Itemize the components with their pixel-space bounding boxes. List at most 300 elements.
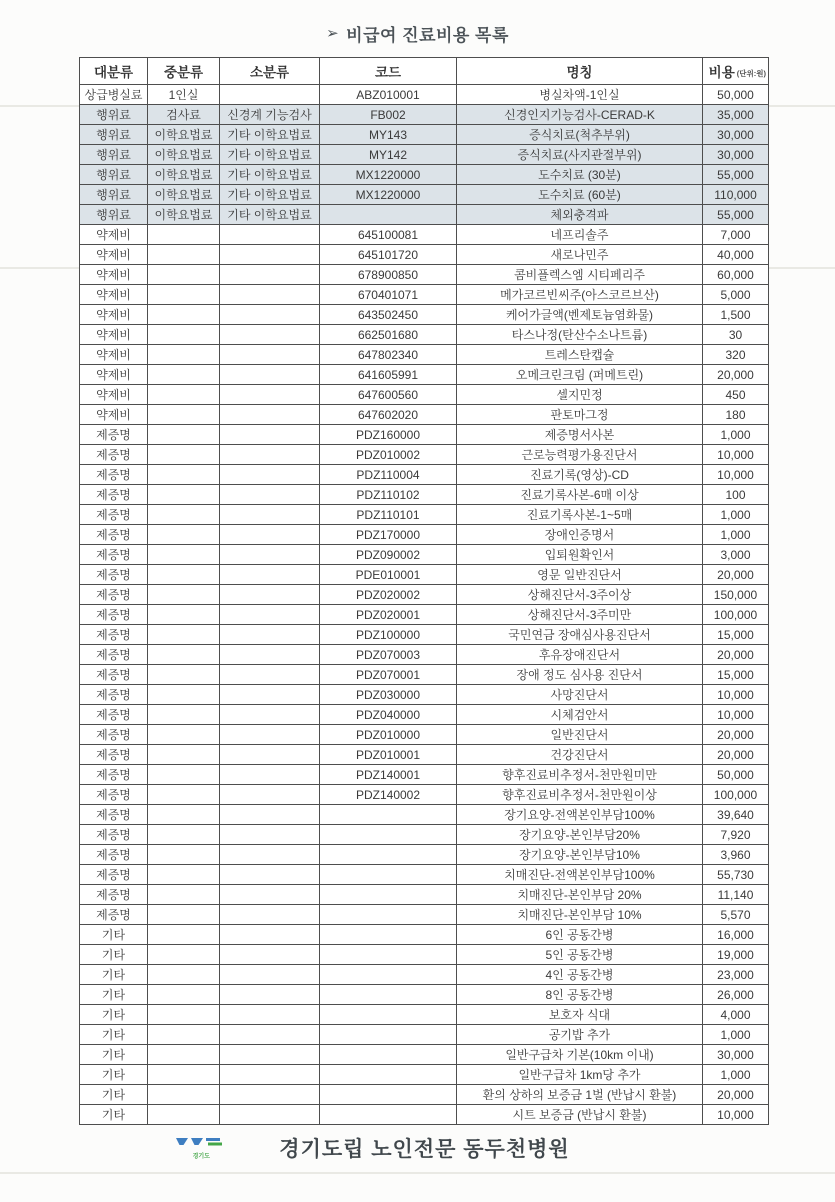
cell-subcategory (148, 885, 220, 905)
cell-cost: 100 (703, 485, 769, 505)
cell-name: 향후진료비추정서-천만원미만 (457, 765, 703, 785)
cell-category: 제증명 (80, 845, 148, 865)
cell-category: 기타 (80, 1005, 148, 1025)
cell-category: 제증명 (80, 885, 148, 905)
cell-detail (220, 725, 320, 745)
cell-code: 670401071 (320, 285, 457, 305)
cell-cost: 20,000 (703, 645, 769, 665)
cell-subcategory: 검사료 (148, 105, 220, 125)
col-header-name: 명칭 (457, 58, 703, 85)
cell-code (320, 905, 457, 925)
gyeonggi-logo-caption: 경기도 (192, 1153, 210, 1160)
table-row (80, 525, 769, 545)
cell-cost: 4,000 (703, 1005, 769, 1025)
cell-name: 상해진단서-3주미만 (457, 605, 703, 625)
cell-cost: 20,000 (703, 565, 769, 585)
cell-cost: 110,000 (703, 185, 769, 205)
cell-detail (220, 1025, 320, 1045)
cell-code: PDZ020001 (320, 605, 457, 625)
cell-cost: 1,000 (703, 525, 769, 545)
cell-category: 행위료 (80, 205, 148, 225)
table-row (80, 925, 769, 945)
cell-subcategory (148, 685, 220, 705)
cell-code (320, 985, 457, 1005)
table-header-row (80, 58, 769, 85)
cell-subcategory (148, 365, 220, 385)
cell-cost: 1,000 (703, 505, 769, 525)
cell-cost: 450 (703, 385, 769, 405)
cell-subcategory (148, 705, 220, 725)
cell-name: 일반진단서 (457, 725, 703, 745)
cell-detail (220, 1045, 320, 1065)
cell-category: 제증명 (80, 745, 148, 765)
table-row (80, 185, 769, 205)
cell-category: 상급병실료 (80, 85, 148, 105)
col-header-code: 코드 (320, 58, 457, 85)
cost-unit-note: (단위:원) (736, 68, 766, 78)
cell-code: 647802340 (320, 345, 457, 365)
cell-code: MY143 (320, 125, 457, 145)
cell-detail (220, 225, 320, 245)
cell-category: 제증명 (80, 625, 148, 645)
cell-code: MY142 (320, 145, 457, 165)
cell-subcategory (148, 925, 220, 945)
cell-name: 네프리솔주 (457, 225, 703, 245)
table-row (80, 205, 769, 225)
table-row (80, 105, 769, 125)
cell-subcategory (148, 425, 220, 445)
cell-name: 일반구급차 1km당 추가 (457, 1065, 703, 1085)
table-row (80, 685, 769, 705)
cell-name: 영문 일반진단서 (457, 565, 703, 585)
cell-code: 678900850 (320, 265, 457, 285)
cell-detail (220, 425, 320, 445)
cell-subcategory: 이학요법료 (148, 185, 220, 205)
cell-code: PDZ010002 (320, 445, 457, 465)
cell-name: 장기요양-전액본인부담100% (457, 805, 703, 825)
cell-category: 제증명 (80, 905, 148, 925)
cell-category: 제증명 (80, 865, 148, 885)
cell-subcategory (148, 405, 220, 425)
table-row (80, 865, 769, 885)
cell-category: 제증명 (80, 545, 148, 565)
cell-name: 치매진단-전액본인부담100% (457, 865, 703, 885)
cell-name: 진료기록사본-1~5매 (457, 505, 703, 525)
cell-code: PDZ170000 (320, 525, 457, 545)
table-row (80, 165, 769, 185)
cell-detail (220, 845, 320, 865)
cell-name: 6인 공동간병 (457, 925, 703, 945)
table-row (80, 845, 769, 865)
col-header-cost (703, 58, 769, 85)
cell-category: 기타 (80, 1025, 148, 1045)
cell-cost: 10,000 (703, 465, 769, 485)
cell-code: PDZ040000 (320, 705, 457, 725)
cell-detail: 기타 이학요법료 (220, 165, 320, 185)
cell-detail (220, 945, 320, 965)
table-row (80, 1085, 769, 1105)
table-row (80, 545, 769, 565)
cell-category: 제증명 (80, 605, 148, 625)
cell-name: 입퇴원확인서 (457, 545, 703, 565)
cell-detail (220, 445, 320, 465)
table-row (80, 705, 769, 725)
cell-subcategory (148, 765, 220, 785)
cell-category: 제증명 (80, 505, 148, 525)
cell-detail (220, 785, 320, 805)
cell-code: PDZ110102 (320, 485, 457, 505)
table-row (80, 665, 769, 685)
cell-code: PDZ140001 (320, 765, 457, 785)
cell-category: 행위료 (80, 165, 148, 185)
cell-code (320, 885, 457, 905)
cell-cost: 10,000 (703, 685, 769, 705)
cell-category: 기타 (80, 945, 148, 965)
cell-name: 보호자 식대 (457, 1005, 703, 1025)
cell-cost: 7,000 (703, 225, 769, 245)
cell-detail (220, 265, 320, 285)
cell-cost: 180 (703, 405, 769, 425)
page-title-text: 비급여 진료비용 목록 (346, 26, 509, 45)
cell-cost: 30,000 (703, 1045, 769, 1065)
cell-name: 증식치료(척추부위) (457, 125, 703, 145)
cell-code (320, 1065, 457, 1085)
table-row (80, 425, 769, 445)
cell-category: 기타 (80, 985, 148, 1005)
gyeonggi-logo (175, 1137, 227, 1160)
cell-subcategory (148, 1045, 220, 1065)
cell-detail (220, 365, 320, 385)
cell-cost: 15,000 (703, 625, 769, 645)
cell-name: 시트 보증금 (반납시 환불) (457, 1105, 703, 1125)
cell-code: PDZ090002 (320, 545, 457, 565)
cell-subcategory (148, 1105, 220, 1125)
cell-name: 치매진단-본인부담 20% (457, 885, 703, 905)
cell-code: 647602020 (320, 405, 457, 425)
cell-name: 오메크린크림 (퍼메트린) (457, 365, 703, 385)
cell-cost: 3,960 (703, 845, 769, 865)
cell-detail (220, 385, 320, 405)
cell-detail (220, 1005, 320, 1025)
cell-detail (220, 585, 320, 605)
table-row (80, 645, 769, 665)
cell-code: PDZ160000 (320, 425, 457, 445)
cell-code: PDZ030000 (320, 685, 457, 705)
table-row (80, 405, 769, 425)
cell-code: 645101720 (320, 245, 457, 265)
cell-code: MX1220000 (320, 185, 457, 205)
cell-subcategory (148, 585, 220, 605)
cell-cost: 35,000 (703, 105, 769, 125)
cell-subcategory (148, 865, 220, 885)
cell-subcategory (148, 1085, 220, 1105)
cell-code: PDZ020002 (320, 585, 457, 605)
cell-name: 셀지민정 (457, 385, 703, 405)
cell-category: 제증명 (80, 445, 148, 465)
cell-cost: 55,730 (703, 865, 769, 885)
cell-category: 기타 (80, 965, 148, 985)
cell-detail (220, 805, 320, 825)
cell-detail (220, 1105, 320, 1125)
cost-header-label: 비용 (708, 65, 735, 80)
cell-category: 제증명 (80, 525, 148, 545)
cell-cost: 5,000 (703, 285, 769, 305)
cell-category: 약제비 (80, 305, 148, 325)
cell-subcategory (148, 1065, 220, 1085)
cell-code (320, 805, 457, 825)
cell-name: 건강진단서 (457, 745, 703, 765)
table-row (80, 385, 769, 405)
cell-subcategory (148, 665, 220, 685)
cell-cost: 30 (703, 325, 769, 345)
cell-name: 타스나정(탄산수소나트륨) (457, 325, 703, 345)
cell-subcategory (148, 785, 220, 805)
cell-category: 제증명 (80, 705, 148, 725)
cell-detail: 기타 이학요법료 (220, 205, 320, 225)
cell-cost: 10,000 (703, 705, 769, 725)
cell-subcategory (148, 965, 220, 985)
cell-cost: 16,000 (703, 925, 769, 945)
table-row (80, 485, 769, 505)
cell-detail (220, 485, 320, 505)
cell-category: 제증명 (80, 725, 148, 745)
cell-code: PDZ110101 (320, 505, 457, 525)
cell-subcategory (148, 225, 220, 245)
arrowhead-icon: ➢ (326, 24, 340, 42)
cell-subcategory (148, 325, 220, 345)
cell-name: 4인 공동간병 (457, 965, 703, 985)
cell-category: 제증명 (80, 485, 148, 505)
cell-subcategory (148, 845, 220, 865)
cell-category: 행위료 (80, 145, 148, 165)
cell-category: 약제비 (80, 325, 148, 345)
cell-name: 치매진단-본인부담 10% (457, 905, 703, 925)
table-row (80, 245, 769, 265)
cell-cost: 55,000 (703, 205, 769, 225)
table-row (80, 565, 769, 585)
fee-table (79, 57, 769, 1125)
cell-code (320, 965, 457, 985)
cell-code: PDZ010001 (320, 745, 457, 765)
cell-detail (220, 465, 320, 485)
cell-code (320, 865, 457, 885)
cell-code: MX1220000 (320, 165, 457, 185)
cell-cost: 39,640 (703, 805, 769, 825)
cell-code (320, 1085, 457, 1105)
col-header-subcategory: 중분류 (148, 58, 220, 85)
cell-detail (220, 685, 320, 705)
table-body (80, 85, 769, 1125)
cell-cost: 11,140 (703, 885, 769, 905)
cell-category: 제증명 (80, 465, 148, 485)
cell-detail (220, 625, 320, 645)
cell-category: 약제비 (80, 365, 148, 385)
table-row (80, 125, 769, 145)
cell-cost: 19,000 (703, 945, 769, 965)
table-row (80, 965, 769, 985)
cell-cost: 60,000 (703, 265, 769, 285)
cell-category: 기타 (80, 1045, 148, 1065)
cell-code: 641605991 (320, 365, 457, 385)
cell-cost: 20,000 (703, 1085, 769, 1105)
cell-cost: 1,500 (703, 305, 769, 325)
table-row (80, 585, 769, 605)
cell-subcategory (148, 905, 220, 925)
cell-code: 647600560 (320, 385, 457, 405)
cell-detail (220, 645, 320, 665)
cell-detail (220, 865, 320, 885)
table-row (80, 725, 769, 745)
cell-cost: 1,000 (703, 425, 769, 445)
cell-detail (220, 705, 320, 725)
cell-category: 행위료 (80, 125, 148, 145)
gyeonggi-logo-icon (175, 1137, 227, 1153)
cell-subcategory: 이학요법료 (148, 205, 220, 225)
cell-name: 장기요양-본인부담10% (457, 845, 703, 865)
cell-name: 환의 상하의 보증금 1벌 (반납시 환불) (457, 1085, 703, 1105)
cell-subcategory (148, 345, 220, 365)
cell-name: 공기밥 추가 (457, 1025, 703, 1045)
table-row (80, 1065, 769, 1085)
cell-detail (220, 285, 320, 305)
cell-detail (220, 885, 320, 905)
cell-code: PDZ110004 (320, 465, 457, 485)
cell-name: 후유장애진단서 (457, 645, 703, 665)
cell-subcategory (148, 1005, 220, 1025)
cell-category: 제증명 (80, 785, 148, 805)
cell-detail (220, 345, 320, 365)
cell-subcategory (148, 245, 220, 265)
table-row (80, 345, 769, 365)
cell-category: 제증명 (80, 665, 148, 685)
cell-category: 제증명 (80, 685, 148, 705)
cell-subcategory (148, 385, 220, 405)
cell-subcategory (148, 625, 220, 645)
table-row (80, 885, 769, 905)
cell-cost: 20,000 (703, 365, 769, 385)
scan-artifact-line (0, 1172, 835, 1174)
cell-code: PDZ070001 (320, 665, 457, 685)
cell-detail (220, 985, 320, 1005)
cell-subcategory (148, 645, 220, 665)
table-row (80, 985, 769, 1005)
cell-cost: 150,000 (703, 585, 769, 605)
cell-code (320, 825, 457, 845)
cell-subcategory (148, 745, 220, 765)
cell-name: 일반구급차 기본(10km 이내) (457, 1045, 703, 1065)
cell-name: 도수치료 (30분) (457, 165, 703, 185)
cell-subcategory (148, 525, 220, 545)
cell-detail: 신경계 기능검사 (220, 105, 320, 125)
table-row (80, 1005, 769, 1025)
cell-cost: 1,000 (703, 1065, 769, 1085)
cell-code (320, 925, 457, 945)
table-row (80, 945, 769, 965)
cell-subcategory: 이학요법료 (148, 125, 220, 145)
cell-subcategory (148, 265, 220, 285)
cell-subcategory (148, 565, 220, 585)
cell-cost: 5,570 (703, 905, 769, 925)
table-row (80, 1045, 769, 1065)
cell-name: 향후진료비추정서-천만원이상 (457, 785, 703, 805)
table-row (80, 505, 769, 525)
cell-detail (220, 1085, 320, 1105)
table-row (80, 625, 769, 645)
page-title (0, 21, 835, 46)
cell-name: 제증명서사본 (457, 425, 703, 445)
cell-name: 트레스탄캡슐 (457, 345, 703, 365)
cell-name: 근로능력평가용진단서 (457, 445, 703, 465)
cell-category: 제증명 (80, 565, 148, 585)
cell-cost: 55,000 (703, 165, 769, 185)
cell-name: 진료기록(영상)-CD (457, 465, 703, 485)
cell-code: PDE010001 (320, 565, 457, 585)
cell-detail (220, 1065, 320, 1085)
cell-category: 약제비 (80, 225, 148, 245)
cell-code (320, 205, 457, 225)
cell-name: 진료기록사본-6매 이상 (457, 485, 703, 505)
cell-code: PDZ010000 (320, 725, 457, 745)
cell-code: 645100081 (320, 225, 457, 245)
hospital-name: 경기도립 노인전문 동두천병원 (279, 1138, 570, 1161)
cell-code: PDZ140002 (320, 785, 457, 805)
table-row (80, 465, 769, 485)
cell-subcategory (148, 505, 220, 525)
table-row (80, 265, 769, 285)
cell-cost: 15,000 (703, 665, 769, 685)
cell-detail (220, 825, 320, 845)
cell-code (320, 1025, 457, 1045)
cell-code: ABZ010001 (320, 85, 457, 105)
cell-detail (220, 545, 320, 565)
cell-subcategory (148, 305, 220, 325)
table-row (80, 745, 769, 765)
cell-category: 제증명 (80, 765, 148, 785)
cell-name: 국민연금 장애심사용진단서 (457, 625, 703, 645)
table-row (80, 805, 769, 825)
table-row (80, 285, 769, 305)
cell-cost: 10,000 (703, 445, 769, 465)
cell-cost: 320 (703, 345, 769, 365)
cell-name: 신경인지기능검사-CERAD-K (457, 105, 703, 125)
cell-code (320, 1045, 457, 1065)
cell-cost: 23,000 (703, 965, 769, 985)
cell-subcategory (148, 945, 220, 965)
cell-code: FB002 (320, 105, 457, 125)
cell-subcategory (148, 725, 220, 745)
cell-subcategory (148, 465, 220, 485)
cell-cost: 20,000 (703, 745, 769, 765)
cell-code: 643502450 (320, 305, 457, 325)
table-row (80, 305, 769, 325)
cell-code: 662501680 (320, 325, 457, 345)
table-row (80, 1105, 769, 1125)
cell-category: 제증명 (80, 585, 148, 605)
col-header-detail: 소분류 (220, 58, 320, 85)
cell-category: 제증명 (80, 805, 148, 825)
table-row (80, 445, 769, 465)
cell-name: 콤비플렉스엠 시티페리주 (457, 265, 703, 285)
cell-detail (220, 305, 320, 325)
cell-name: 병실차액-1인실 (457, 85, 703, 105)
cell-name: 판토마그정 (457, 405, 703, 425)
cell-code: PDZ070003 (320, 645, 457, 665)
cell-detail (220, 605, 320, 625)
cell-detail (220, 85, 320, 105)
cell-subcategory (148, 445, 220, 465)
cell-code (320, 845, 457, 865)
cell-name: 증식치료(사지관절부위) (457, 145, 703, 165)
